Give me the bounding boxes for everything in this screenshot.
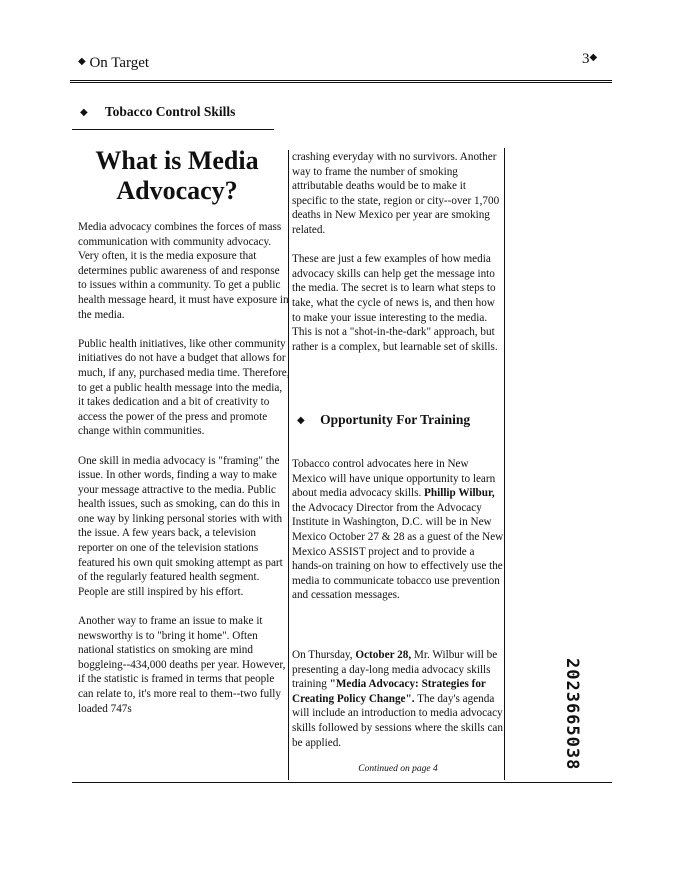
article-title: What is Media Advocacy? — [95, 146, 259, 205]
speaker-name: Phillip Wilbur, — [424, 487, 495, 500]
subsection-title: Opportunity For Training — [320, 412, 471, 427]
subsection-heading — [297, 412, 470, 428]
document-id-stamp — [560, 658, 590, 778]
diamond-bullet-icon: ◆ — [297, 415, 305, 426]
paragraph: Public health initiatives, like other community initiatives do not have a budget that allows for much, if any, purchased media time. Therefore, to get a public health message into the media, it takes dedication and a bit of creativity to access the power of the press and promote change within communities. — [78, 337, 290, 438]
diamond-bullet-icon: ◆ — [589, 52, 598, 63]
header-rule — [70, 80, 612, 83]
diamond-bullet-icon: ◆ — [78, 56, 86, 67]
paragraph: One skill in media advocacy is "framing" the issue. In other words, finding a way to make your message attractive to the media. Public health issues, such as smoking, can do this in one way by linking personal stories with with the issue. A few years back, a television reporter on one of the television stations featured his own quit smoking attempt as part of the regularly featured health segment. People are still inspired by his effort. — [78, 454, 283, 598]
training-paragraph-2: On Thursday, October 28, Mr. Wilbur will be presenting a day-long media advocacy skills training "Media Advocacy: Strategies for Creating Policy Change". The day's agenda will include an introduction to media advocacy skills followed by sessions where the skills can be applied. — [292, 649, 503, 749]
footer-rule — [72, 782, 612, 783]
column-2-top — [292, 150, 502, 369]
training-date: October 28, — [355, 649, 412, 661]
running-header-page — [582, 51, 597, 68]
column-1 — [78, 220, 290, 731]
paragraph: crashing everyday with no survivors. Another way to frame the number of smoking attributable deaths would be to make it specific to the state, region or city--over 1,700 deaths in New Mexico per year are smoking related. — [292, 151, 500, 236]
paragraph: These are just a few examples of how media advocacy skills can help get the message into the media. The secret is to learn what steps to take, what the cycle of news is, and then how to make your issue interesting to the media. This is not a "shot-in-the-dark" approach, but rather is a complex, but learnable set of skills. — [292, 253, 498, 353]
running-header-title — [78, 55, 149, 72]
document-id: 2023665038 — [562, 658, 582, 771]
section-heading — [80, 104, 235, 120]
section-rule — [72, 129, 274, 130]
paragraph: Media advocacy combines the forces of mass communication with community advocacy. Very often, it is the media exposure that determines public awareness of and response to issues within a community. To get a public health message heard, it must have exposure in the media. — [78, 221, 289, 321]
page-number: 3 — [582, 51, 590, 67]
column-divider — [504, 148, 505, 780]
continued-note: Continued on page 4 — [358, 764, 438, 774]
paragraph: Another way to frame an issue to make it newsworthy is to "bring it home". Often national statistics on smoking are mind boggleing--434,000 deaths per year. However, if the statistic is framed in terms that people can relate to, it's more real to them--two fully loaded 747s — [78, 615, 286, 715]
training-name: "Media Advocacy: Strategies for Creating Policy Change". — [292, 678, 486, 705]
section-title: Tobacco Control Skills — [104, 104, 236, 119]
column-divider — [288, 150, 289, 780]
newsletter-name: On Target — [89, 55, 150, 71]
training-paragraph-1: Tobacco control advocates here in New Mexico will have unique opportunity to learn about media advocacy skills. Phillip Wilbur, the Advocacy Director from the Advocacy Institute in Washington, D.C. will be in New Mexico October 27 & 28 as a guest of the New Mexico ASSIST project and to provide a hands-on training on how to effectively use the media to communicate tobacco use prevention and cessation messages. — [292, 458, 504, 602]
diamond-bullet-icon: ◆ — [80, 107, 88, 118]
